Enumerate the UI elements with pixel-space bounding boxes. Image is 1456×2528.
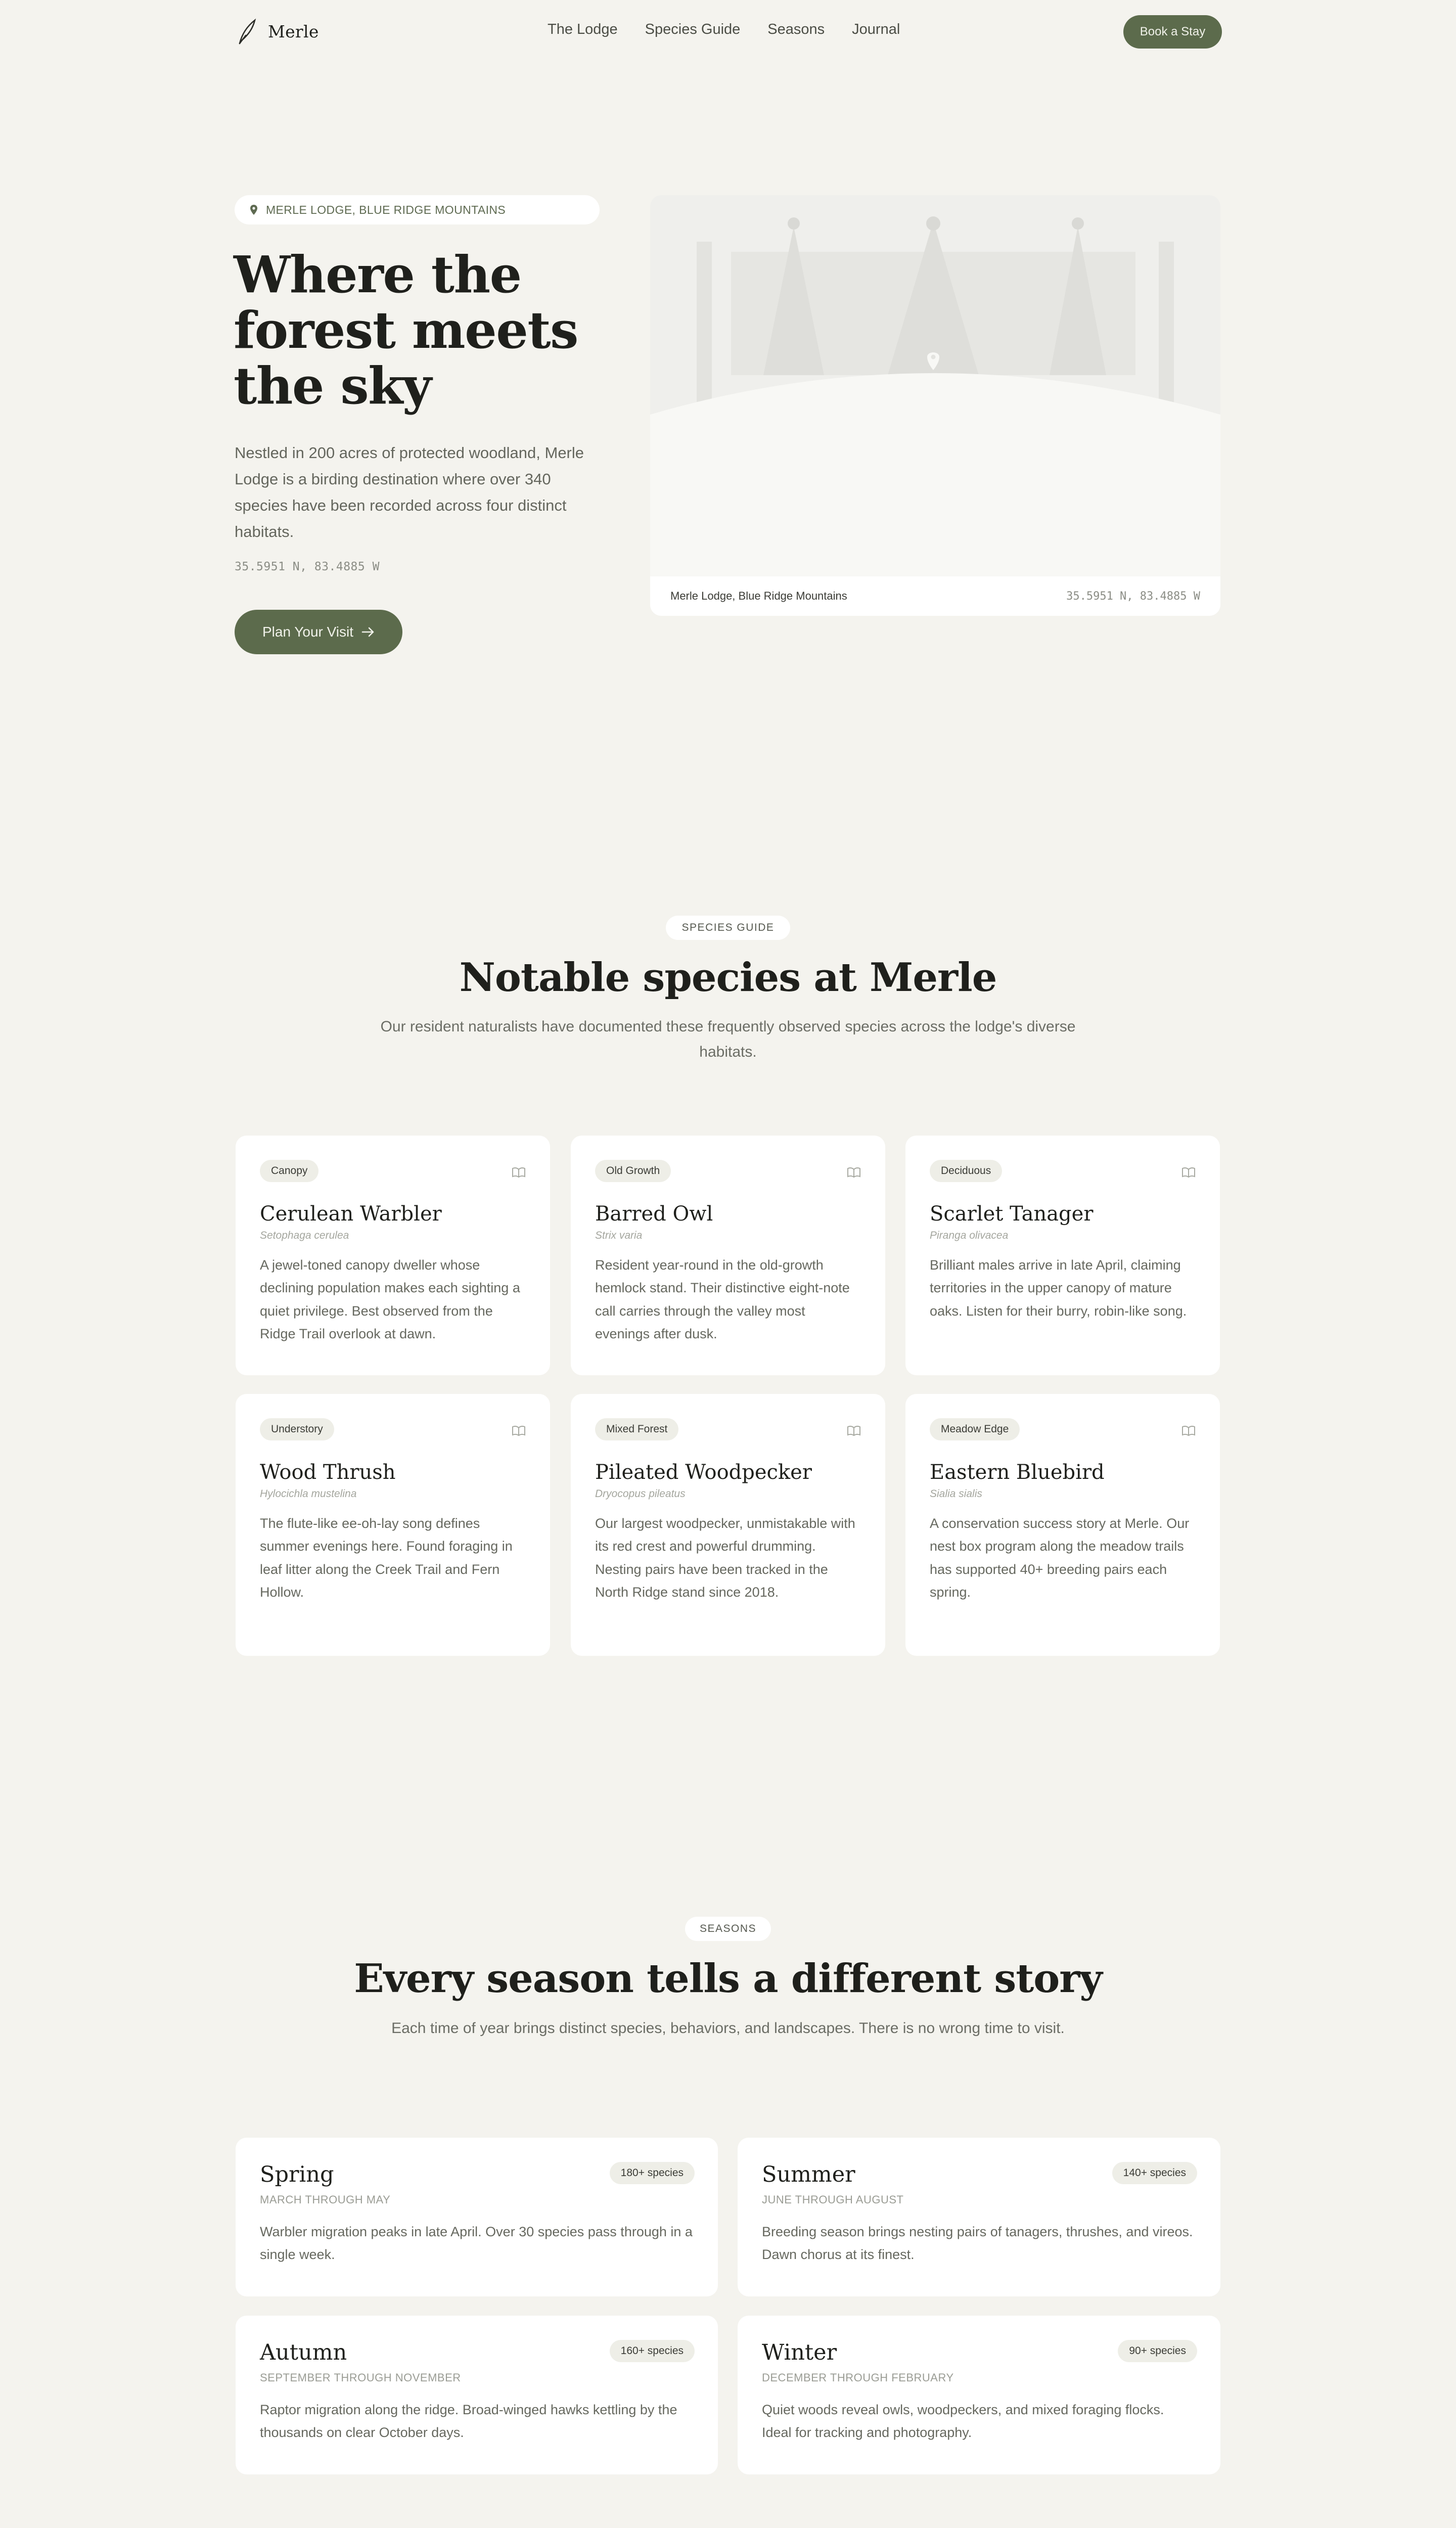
top-nav [0,0,1456,64]
species-count-badge: 140+ species [1112,2162,1197,2184]
species-card[interactable] [905,1394,1220,1656]
species-latin-name: Dryocopus pileatus [595,1488,686,1500]
species-name: Wood Thrush [260,1461,396,1484]
species-card[interactable] [236,1394,550,1656]
species-name: Scarlet Tanager [930,1202,1094,1226]
nav-link-journal[interactable]: Journal [852,21,900,37]
season-card[interactable] [236,2316,718,2474]
species-description: Our largest woodpecker, unmistakable with its red crest and powerful drumming. Nesting pairs have been tracked in the North Ridge stand since 2018. [595,1516,855,1600]
season-range: DECEMBER THROUGH FEBRUARY [762,2371,954,2384]
season-description: Quiet woods reveal owls, woodpeckers, and mixed foraging flocks. Ideal for tracking and photography. [762,2402,1164,2441]
hero-title: Where the forest meets the sky [234,245,578,416]
brand-name: Merle [268,21,319,41]
book-icon [847,1425,861,1436]
species-name: Barred Owl [595,1202,713,1226]
species-description: A jewel-toned canopy dweller whose declining population makes each sighting a quiet privilege. Best observed from the Ridge Trail overlook at dawn. [260,1257,520,1342]
habitat-chip: Understory [260,1418,334,1440]
species-name: Pileated Woodpecker [595,1461,812,1484]
species-name: Eastern Bluebird [930,1461,1105,1484]
species-description: The flute-like ee-oh-lay song defines summer evenings here. Found foraging in leaf litter along the Creek Trail and Fern Hollow. [260,1516,513,1600]
habitat-chip: Mixed Forest [595,1418,678,1440]
plan-your-visit-label: Plan Your Visit [262,624,354,640]
hero-coordinates: 35.5951 N, 83.4885 W [235,560,380,573]
season-description: Raptor migration along the ridge. Broad-winged hawks kettling by the thousands on clear October days. [260,2402,677,2441]
arrow-right-icon [361,627,375,637]
species-guide-tag: SPECIES GUIDE [666,916,790,940]
plan-your-visit-button[interactable] [235,610,402,654]
species-name: Cerulean Warbler [260,1202,442,1226]
book-icon [512,1167,526,1178]
species-latin-name: Hylocichla mustelina [260,1488,357,1500]
forest-illustration [650,195,1220,576]
book-icon [847,1167,861,1178]
seasons-title: Every season tells a different story [354,1956,1102,2002]
brand-logo[interactable] [236,17,319,46]
species-latin-name: Sialia sialis [930,1488,982,1500]
season-name: Spring [260,2162,334,2187]
species-description: A conservation success story at Merle. Our nest box program along the meadow trails has supported 40+ breeding pairs each spring. [930,1516,1190,1600]
species-count-badge: 90+ species [1118,2340,1197,2362]
species-description: Brilliant males arrive in late April, claiming territories in the upper canopy of mature oaks. Listen for their burry, robin-like song. [930,1257,1187,1319]
nav-link-species-guide[interactable]: Species Guide [645,21,741,37]
species-card[interactable] [236,1136,550,1375]
species-title: Notable species at Merle [459,955,997,1001]
season-card[interactable] [738,2138,1220,2296]
location-badge [235,195,600,224]
species-card[interactable] [905,1136,1220,1375]
species-count-badge: 160+ species [610,2340,695,2362]
season-description: Warbler migration peaks in late April. Over 30 species pass through in a single week. [260,2224,693,2263]
feather-icon [236,17,259,46]
season-card[interactable] [236,2138,718,2296]
nav-link-seasons[interactable]: Seasons [767,21,825,37]
seasons-lead: Each time of year brings distinct species, behaviors, and landscapes. There is no wrong time to visit. [391,2020,1065,2037]
habitat-chip: Canopy [260,1160,318,1182]
habitat-chip: Old Growth [595,1160,671,1182]
season-range: JUNE THROUGH AUGUST [762,2193,904,2206]
book-icon [512,1425,526,1436]
hero-description: Nestled in 200 acres of protected woodland, Merle Lodge is a birding destination where over 340 species have been recorded across four distinct habitats. [235,444,584,541]
location-text: MERLE LODGE, BLUE RIDGE MOUNTAINS [266,203,506,216]
season-name: Autumn [260,2340,347,2365]
species-latin-name: Setophaga cerulea [260,1230,349,1241]
species-count-badge: 180+ species [610,2162,695,2184]
habitat-chip: Meadow Edge [930,1418,1020,1440]
season-name: Summer [762,2162,855,2187]
species-card[interactable] [571,1136,885,1375]
hero-image-caption [650,576,1220,616]
habitat-chip: Deciduous [930,1160,1002,1182]
nav-link-lodge[interactable]: The Lodge [548,21,618,37]
caption-location: Merle Lodge, Blue Ridge Mountains [670,590,847,602]
species-description: Resident year-round in the old-growth hemlock stand. Their distinctive eight-note call carries through the valley most evenings after dusk. [595,1257,850,1342]
species-latin-name: Strix varia [595,1230,643,1241]
season-name: Winter [762,2340,837,2365]
hero-illustration [650,195,1220,616]
seasons-tag: SEASONS [685,1917,771,1941]
season-card[interactable] [738,2316,1220,2474]
caption-coordinates: 35.5951 N, 83.4885 W [1066,590,1200,603]
species-lead: Our resident naturalists have documented these frequently observed species across the lodge's diverse habitats. [380,1018,1076,1061]
season-description: Breeding season brings nesting pairs of tanagers, thrushes, and vireos. Dawn chorus at its finest. [762,2224,1193,2263]
book-a-stay-button[interactable]: Book a Stay [1123,15,1222,49]
season-range: SEPTEMBER THROUGH NOVEMBER [260,2371,461,2384]
species-latin-name: Piranga olivacea [930,1230,1009,1241]
species-card[interactable] [571,1394,885,1656]
map-pin-icon [250,204,258,215]
book-icon [1181,1167,1196,1178]
main-nav [548,21,900,38]
season-range: MARCH THROUGH MAY [260,2193,391,2206]
book-icon [1181,1425,1196,1436]
